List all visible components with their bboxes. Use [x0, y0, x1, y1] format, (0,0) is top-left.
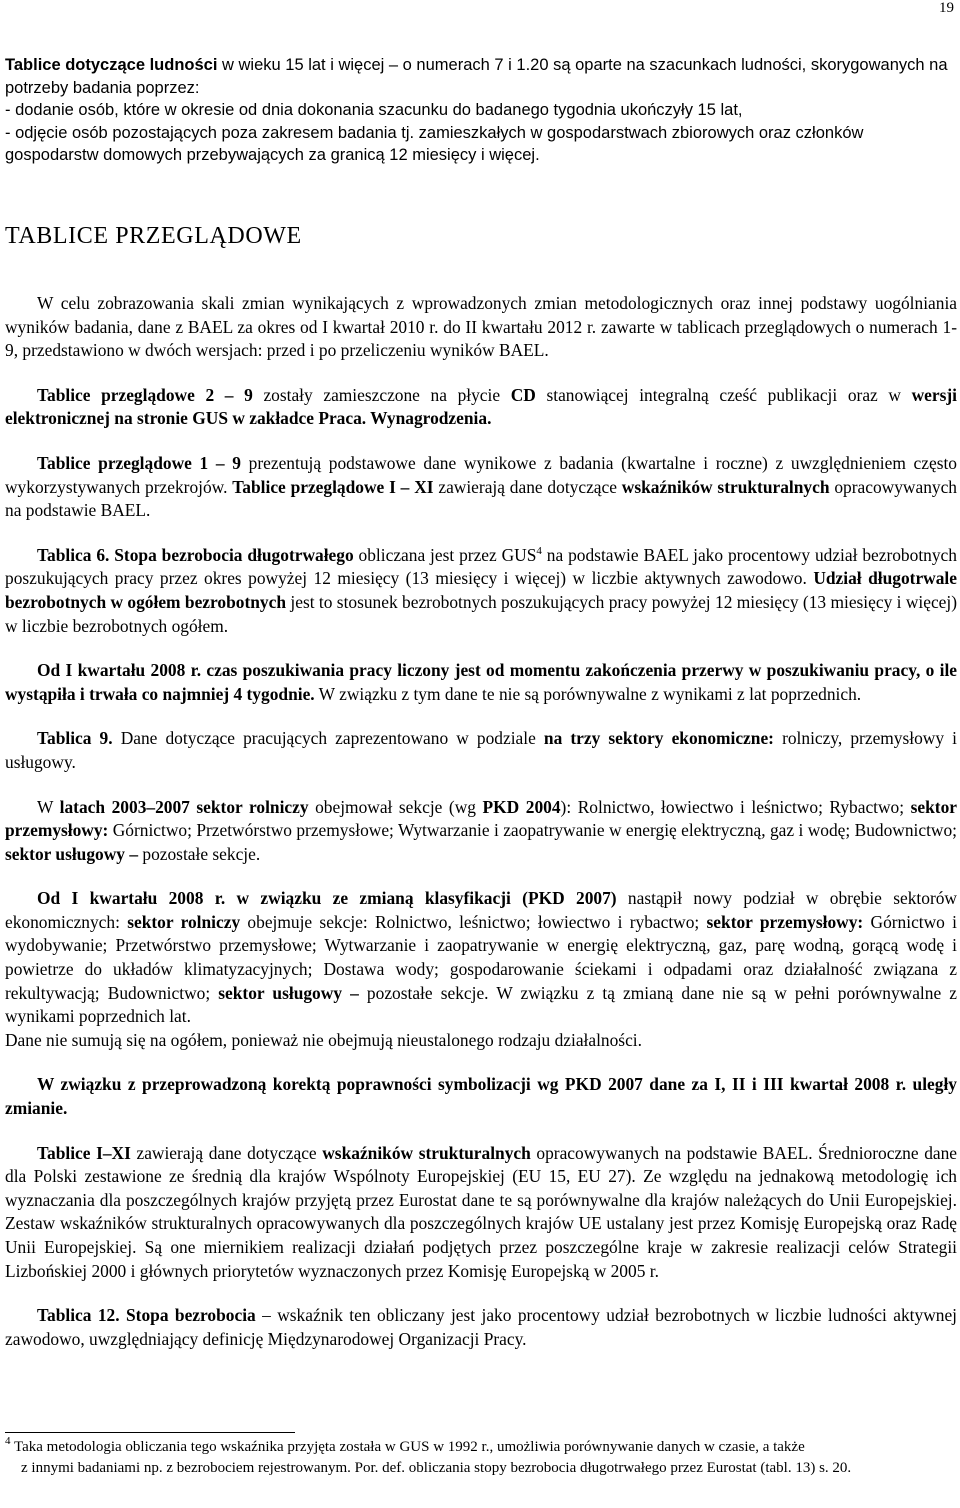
paragraph-3 — [5, 452, 957, 523]
p2-text-1: zostały zamieszczone na płycie — [252, 384, 511, 405]
p6-text-2: rolniczy, przemysłowy i usługowy. — [5, 728, 957, 772]
p6-text-1: Dane dotyczące pracujących zaprezentowano w podziale — [112, 728, 544, 749]
intro-item-1: - dodanie osób, które w okresie od dnia dokonania szacunku do badanego tygodnia ukończyły 15 lat, — [5, 101, 743, 119]
p7-text-1: obejmował sekcje (wg — [308, 796, 483, 817]
p5-text-1: W związku z tym dane te nie są porównywalne z wynikami z lat poprzednich. — [314, 683, 862, 704]
intro-bold: Tablice dotyczące ludności — [5, 56, 218, 74]
p7-bold-2: PKD 2004 — [482, 796, 561, 817]
paragraph-5 — [5, 659, 957, 706]
p8-bold-2: sektor rolniczy — [127, 911, 241, 932]
p11-bold-2: Stopa bezrobocia — [126, 1305, 256, 1326]
page-number: 19 — [939, 0, 954, 16]
paragraph-8-note: Dane nie sumują się na ogółem, ponieważ nie obejmują nieustalonego rodzaju działalności. — [5, 1029, 642, 1050]
p10-text-2: opracowywanych na podstawie BAEL. Średnioroczne dane dla Polski zestawione ze średnią dla krajów Wspólnoty Europejskiej (EU 15, EU 27). Ze względu na jednakową metodologię ich wyznaczania dla poszczególnych krajów przyjętą przez Eurostat dane te są porównywalne dla krajów należących do Unii Europejskiej. Zestaw wskaźników strukturalnych opracowywanych dla poszczególnych krajów UE ustalany jest przez Komisję Europejską oraz Radę Unii Europejskiej. Są one miernikiem realizacji działań podjętych przez poszczególne kraje w zakresie realizacji celów Strategii Lizbońskiej 2000 i głównych priorytetów wyznaczonych przez Komisję Europejską w 2005 r. — [5, 1142, 958, 1281]
footnote-line-1 — [5, 1437, 957, 1458]
p4-text-2: na podstawie BAEL jako procentowy udział bezrobotnych poszukujących pracy przez okres powyżej 12 miesięcy (13 miesięcy i więcej) w liczbie aktywnych zawodowo. — [5, 544, 957, 589]
footnote-line-2: z innymi badaniami np. z bezrobociem rejestrowanym. Por. def. obliczania stopy bezrobocia długotrwałego przez Eurostat (tabl. 13) s. 20. — [21, 1460, 852, 1476]
intro-note — [5, 54, 957, 167]
p7-bold-4: sektor usługowy – — [5, 843, 139, 864]
p2-bold-2: CD — [510, 384, 536, 405]
main-text — [5, 220, 957, 1351]
p7-text-4: pozostałe sekcje. — [138, 843, 261, 864]
paragraph-4 — [5, 544, 957, 638]
p8-text-2: obejmuje sekcje: Rolnictwo, leśnictwo; łowiectwo i rybactwo; — [240, 911, 707, 932]
p3-bold-1: Tablice przeglądowe 1 – 9 — [37, 452, 241, 473]
p6-bold-2: na trzy sektory ekonomiczne: — [543, 728, 774, 749]
section-heading: TABLICE PRZEGLĄDOWE — [5, 223, 302, 249]
p5-bold-1: Od I kwartału 2008 r. czas poszukiwania pracy liczony jest od momentu zakończenia przerwy w poszukiwaniu pracy, o ile wystąpiła i trwała co najmniej 4 tygodnie. — [5, 660, 957, 704]
p8-text-3: Górnictwo i wydobywanie; Przetwórstwo przemysłowe; Wytwarzanie i zaopatrywanie w energię elektryczną, gaz, parę wodną, gorącą wodę i powietrze do układów klimatyzacyjnych; Dostawa wody; gospodarowanie ściekami i odpadami oraz działalność związana z rekultywacją; Budownictwo; — [5, 911, 958, 1003]
paragraph-6 — [5, 727, 957, 774]
p6-bold-1: Tablica 9. — [37, 728, 113, 749]
footnote-reference: 4 — [536, 544, 542, 557]
p3-text-2: zawierają dane dotyczące — [433, 476, 622, 497]
p7-text-0: W — [37, 796, 60, 817]
footnote-divider — [5, 1432, 295, 1433]
p8-text-4: pozostałe sekcje. W związku z tą zmianą dane nie są w pełni porównywalne z wynikami poprzednich lat. — [5, 982, 957, 1027]
p4-text-1: obliczana jest przez GUS — [353, 544, 537, 565]
intro-text: w wieku 15 lat i więcej – o numerach 7 i 1.20 są oparte na szacunkach ludności, skorygowanych na potrzeby badania poprzez: — [5, 56, 948, 97]
paragraph-8 — [5, 887, 957, 1029]
intro-paragraph — [5, 54, 957, 99]
p2-text-2: stanowiącej integralną cześć publikacji oraz w — [535, 384, 912, 405]
paragraph-10 — [5, 1142, 957, 1284]
p9-bold: W związku z przeprowadzoną korektą poprawności symbolizacji wg PKD 2007 dane za I, II i III kwartał 2008 r. uległy zmianie. — [5, 1074, 957, 1119]
p8-text-1: nastąpił nowy podział w obrębie sektorów ekonomicznych: — [5, 888, 957, 932]
footnote — [5, 1437, 957, 1479]
footnote-text-1: Taka metodologia obliczania tego wskaźnika przyjęta została w GUS w 1992 r., umożliwia porównywanie danych w czasie, a także — [10, 1439, 805, 1455]
p4-bold-2: Stopa bezrobocia długotrwałego — [114, 544, 354, 565]
paragraph-9 — [5, 1073, 957, 1120]
footnote-mark: 4 — [5, 1435, 11, 1447]
p8-bold-4: sektor usługowy – — [218, 982, 359, 1003]
p4-bold-3: Udział długotrwale bezrobotnych w ogółem bezrobotnych — [5, 568, 957, 612]
p10-bold-2: wskaźników strukturalnych — [322, 1142, 531, 1163]
p3-text-1: prezentują podstawowe dane wynikowe z badania (kwartalne i roczne) z uwzględnieniem często wykorzystywanych przekrojów. — [5, 452, 957, 497]
p3-bold-2: Tablice przeglądowe I – XI — [232, 476, 434, 497]
p10-text-1: zawierają dane dotyczące — [130, 1142, 323, 1163]
p10-bold-1: Tablice I–XI — [37, 1142, 131, 1163]
paragraph-2 — [5, 384, 957, 431]
p7-bold-1: latach 2003–2007 sektor rolniczy — [59, 796, 309, 817]
p2-bold-1: Tablice przeglądowe 2 – 9 — [37, 384, 253, 405]
p11-bold-1: Tablica 12. — [37, 1305, 120, 1326]
p4-bold-1: Tablica 6. — [37, 544, 110, 565]
p8-bold-1: Od I kwartału 2008 r. w związku ze zmianą klasyfikacji (PKD 2007) — [37, 888, 617, 909]
intro-item-2: - odjęcie osób pozostających poza zakresem badania tj. zamieszkałych w gospodarstwach zbiorowych oraz członków gospodarstw domowych przebywających za granicą 12 miesięcy i więcej. — [5, 123, 864, 164]
p2-bold-3: wersji elektronicznej na stronie GUS w zakładce Praca. Wynagrodzenia. — [5, 384, 957, 429]
paragraph-1: W celu zobrazowania skali zmian wynikających z wprowadzonych zmian metodologicznych oraz innej podstawy uogólniania wyników badania, dane z BAEL za okres od I kwartał 2010 r. do II kwartału 2012 r. zawarte w tablicach przeglądowych o numerach 1-9, przedstawiono w dwóch wersjach: przed i po przeliczeniu wyników BAEL. — [5, 293, 957, 361]
p11-text-1: – wskaźnik ten obliczany jest jako procentowy udział bezrobotnych w liczbie ludności aktywnej zawodowo, uwzględniający definicję Międzynarodowej Organizacji Pracy. — [5, 1305, 957, 1349]
p4-text-3: jest to stosunek bezrobotnych poszukujących pracy powyżej 12 miesięcy (13 miesięcy i więcej) w liczbie bezrobotnych ogółem. — [5, 591, 958, 636]
p3-text-3: opracowywanych na podstawie BAEL. — [5, 476, 958, 521]
p3-bold-3: wskaźników strukturalnych — [621, 476, 830, 497]
p7-text-2: ): Rolnictwo, łowiectwo i leśnictwo; Rybactwo; — [560, 796, 911, 817]
p7-text-3: Górnictwo; Przetwórstwo przemysłowe; Wytwarzanie i zaopatrywanie w energię elektryczną, gaz i wodę; Budownictwo; — [108, 820, 957, 841]
paragraph-7 — [5, 796, 957, 867]
p8-bold-3: sektor przemysłowy: — [706, 911, 864, 932]
paragraph-11 — [5, 1304, 957, 1351]
p7-bold-3: sektor przemysłowy: — [5, 796, 958, 841]
